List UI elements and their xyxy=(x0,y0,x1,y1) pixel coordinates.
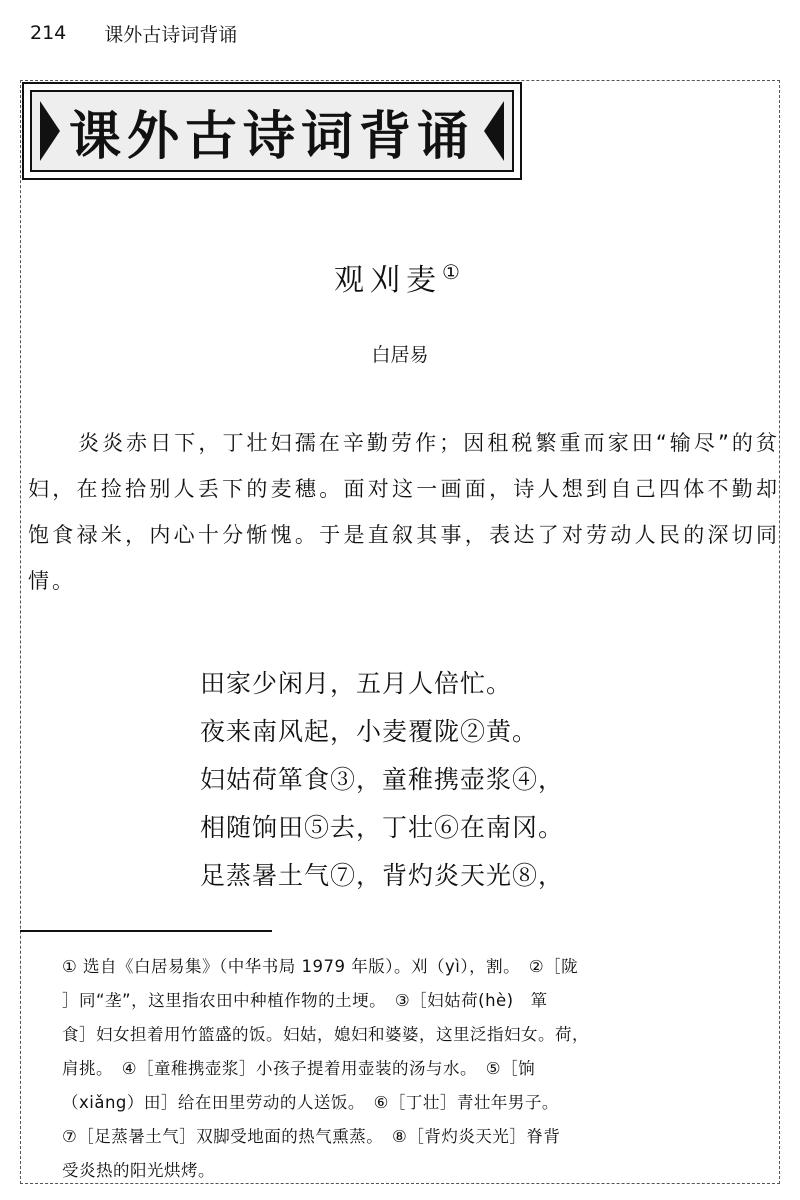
poem-body xyxy=(200,660,760,900)
footnote-line: ］同“垄”，这里指农田中种植作物的土埂。 ③［妇姑荷(hè) 箪 xyxy=(62,991,548,1010)
poem-line: 田家少闲月，五月人倍忙。 xyxy=(200,669,513,698)
footnote-line: 受炎热的阳光烘烤。 xyxy=(62,1161,215,1180)
footnote-line: ⑦［足蒸暑土气］双脚受地面的热气熏蒸。 ⑧［背灼炎天光］脊背 xyxy=(62,1127,561,1146)
poem-title-note-mark: ① xyxy=(442,260,466,284)
poem-title-text: 观刈麦 xyxy=(334,263,443,298)
poem-title xyxy=(0,255,800,299)
section-name: 课外古诗词背诵 xyxy=(104,23,238,46)
poem-line: 夜来南风起，小麦覆陇②黄。 xyxy=(200,717,539,746)
banner-title: 课外古诗词背诵 xyxy=(68,105,475,167)
poem-line: 足蒸暑土气⑦，背灼炎天光⑧， xyxy=(200,861,565,890)
page-number: 214 xyxy=(30,22,67,44)
footnote-divider xyxy=(20,930,272,932)
footnote-line: （xiǎng）田］给在田里劳动的人送饭。 ⑥［丁壮］青壮年男子。 xyxy=(62,1093,559,1112)
banner-right-arrow-icon xyxy=(484,101,504,161)
banner-panel xyxy=(30,90,514,172)
poem-line: 妇姑荷箪食③，童稚携壶浆④， xyxy=(200,765,565,794)
footnotes xyxy=(62,950,780,1188)
running-head xyxy=(30,18,237,48)
footnote-line: 肩挑。 ④［童稚携壶浆］小孩子提着用壶装的汤与水。 ⑤［饷 xyxy=(62,1059,536,1078)
footnote-line: 食］妇女担着用竹篮盛的饭。妇姑，媳妇和婆婆，这里泛指妇女。荷， xyxy=(62,1025,589,1044)
banner-left-arrow-icon xyxy=(40,101,60,161)
poem-intro: 炎炎赤日下，丁壮妇孺在辛勤劳作；因租税繁重而家田“输尽”的贫妇，在捡拾别人丢下的麦穗。面对这一画面，诗人想到自己四体不勤却饱食禄米，内心十分惭愧。于是直叙其事，表达了对劳动人民的深切同情。 xyxy=(28,431,780,593)
poem-line: 相随饷田⑤去，丁壮⑥在南冈。 xyxy=(200,813,565,842)
footnote-line: ① 选自《白居易集》（中华书局 1979 年版）。刈（yì），割。 ②［陇 xyxy=(62,957,579,976)
section-banner xyxy=(22,82,522,180)
poem-author: 白居易 xyxy=(371,344,429,366)
